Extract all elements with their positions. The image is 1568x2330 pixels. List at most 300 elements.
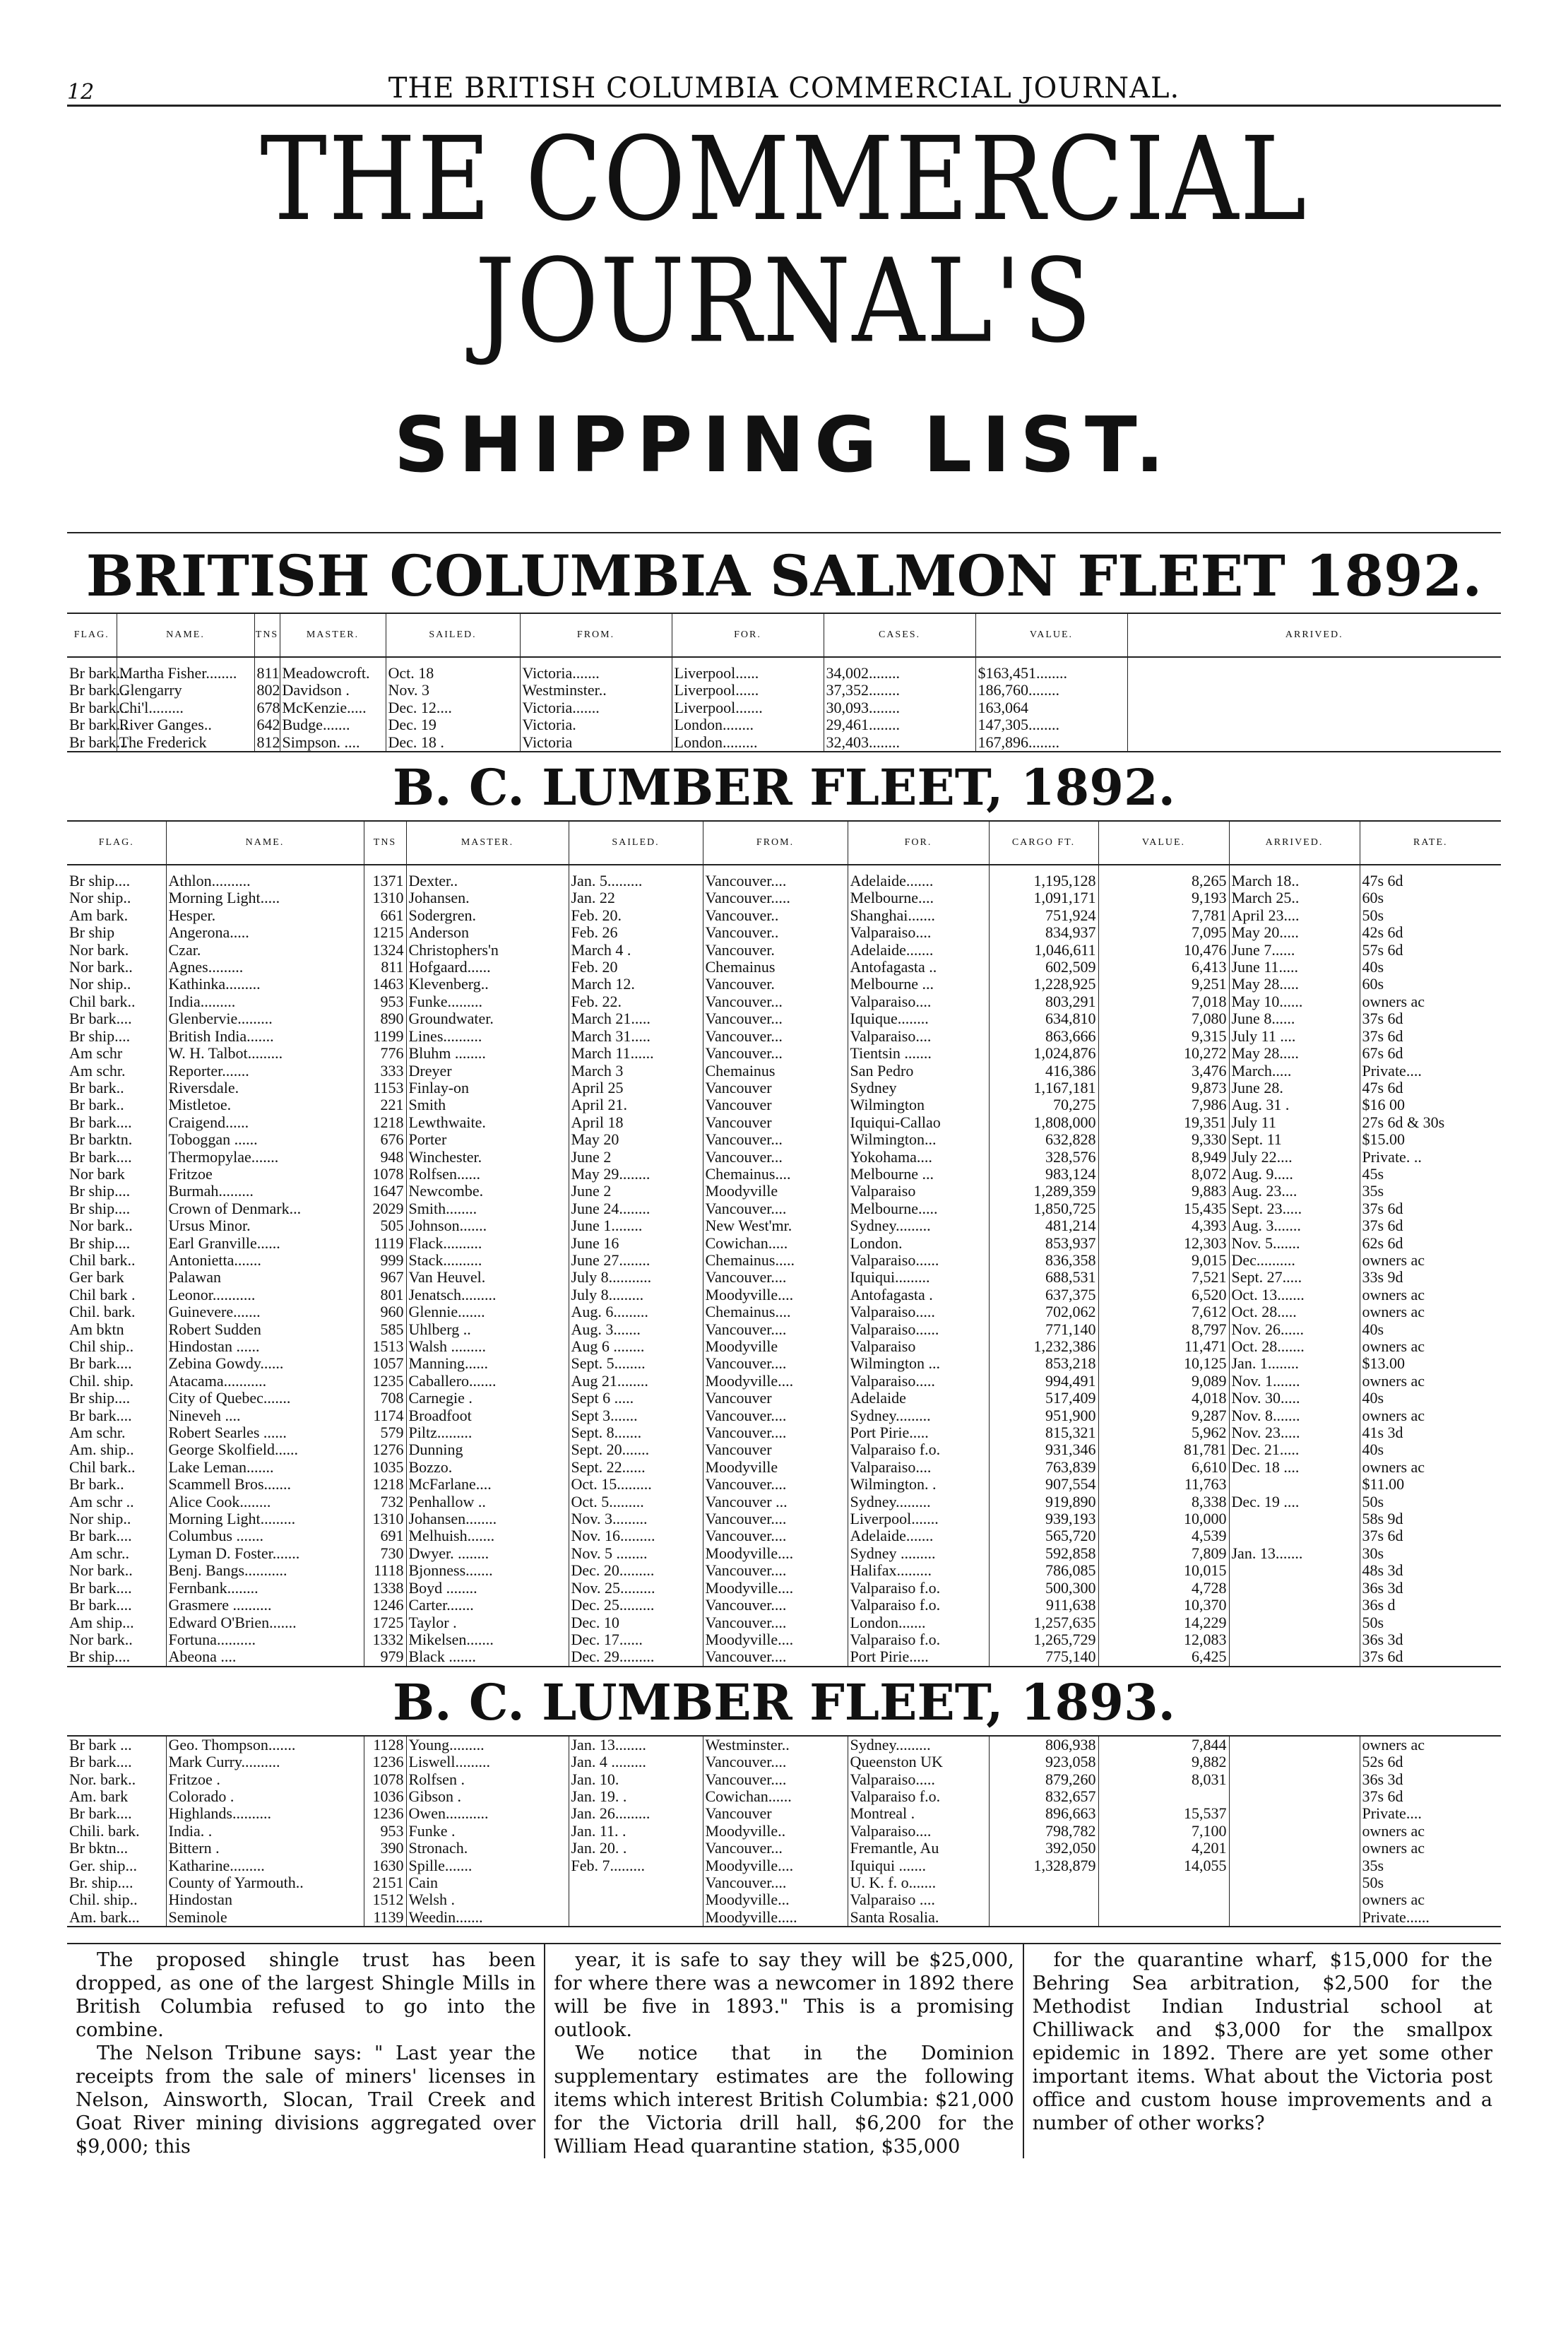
table-cell: 60s: [1362, 975, 1384, 993]
table-cell: 9,873: [1098, 1080, 1229, 1096]
table-cell: Private......: [1360, 1909, 1501, 1927]
table-cell: Vancouver: [703, 1390, 848, 1407]
main-title: THE COMMERCIAL JOURNAL'S: [260, 112, 1308, 369]
table-cell: 7,018: [1098, 993, 1229, 1010]
table-cell: Dec. 19: [386, 716, 520, 733]
table-cell: 37s 6d: [1362, 1199, 1403, 1217]
table-cell: Sodergren.: [406, 907, 569, 924]
table-cell: June 11.....: [1229, 959, 1360, 976]
table-cell: Valparaiso....: [848, 993, 989, 1010]
table-cell: 1128: [364, 1736, 406, 1754]
table-cell: 1338: [364, 1580, 406, 1597]
table-cell: 602,509: [989, 959, 1098, 976]
table-cell: Earl Granville......: [166, 1235, 364, 1252]
table-cell: Manning......: [406, 1355, 569, 1372]
table-row: [67, 1235, 1501, 1252]
table-row: [67, 1080, 1501, 1096]
table-row: [67, 1736, 1501, 1754]
table-cell: 999: [364, 1252, 406, 1269]
table-cell: Vancouver..: [703, 924, 848, 941]
table-cell: March 3: [569, 1063, 703, 1080]
table-cell: 7,095: [1098, 924, 1229, 941]
table-cell: [569, 1891, 703, 1908]
table-row: [67, 1494, 1501, 1510]
table-cell: Oct. 18: [386, 665, 520, 682]
table-cell: [569, 1909, 703, 1927]
table-cell: 1153: [364, 1080, 406, 1096]
table-cell: Dec. 12....: [386, 699, 520, 716]
table-cell: Sydney.........: [848, 1736, 989, 1754]
table-cell: Nov. 30.....: [1229, 1390, 1360, 1407]
table-cell: Br. ship....: [67, 1874, 166, 1891]
table-cell: 7,521: [1098, 1269, 1229, 1286]
table-cell: 36s 3d: [1362, 1630, 1403, 1648]
column-header: NAME.: [117, 613, 254, 657]
table-cell: 36s d: [1362, 1596, 1396, 1614]
table-cell: 1,046,611: [989, 942, 1098, 959]
table-cell: 50s: [1362, 906, 1384, 924]
table-cell: 10,125: [1098, 1355, 1229, 1372]
table-row: [67, 1390, 1501, 1407]
table-cell: Highlands..........: [166, 1805, 364, 1822]
table-cell: Glengarry: [117, 682, 254, 699]
table-row: [67, 1321, 1501, 1338]
table-cell: Vancouver.....: [703, 889, 848, 906]
table-cell: 70,275: [989, 1096, 1098, 1113]
table-cell: June 7......: [1229, 942, 1360, 959]
table-cell: [1229, 1527, 1360, 1544]
table-cell: Atacama...........: [166, 1373, 364, 1390]
table-cell: March 18..: [1229, 873, 1360, 889]
table-cell: Melbourne ...: [848, 1166, 989, 1183]
table-cell: U. K. f. o.......: [848, 1874, 989, 1891]
table-cell: Stronach.: [406, 1840, 569, 1857]
table-cell: March.....: [1229, 1063, 1360, 1080]
table-cell: Ger. ship...: [67, 1857, 166, 1874]
table-cell: 1310: [364, 1510, 406, 1527]
table-cell: London.......: [848, 1614, 989, 1631]
table-cell: 7,612: [1098, 1303, 1229, 1320]
table-cell: [1098, 1891, 1229, 1908]
table-cell: 48s 3d: [1362, 1561, 1403, 1580]
table-cell: Athlon..........: [166, 873, 364, 889]
table-cell: Nor bark..: [67, 959, 166, 976]
table-cell: 30s: [1362, 1544, 1384, 1562]
table-cell: Dec. 17......: [569, 1631, 703, 1648]
table-cell: Br ship....: [67, 873, 166, 889]
table-cell: Taylor .: [406, 1614, 569, 1631]
table-cell: 702,062: [989, 1303, 1098, 1320]
table-cell: Vancouver: [703, 1114, 848, 1131]
table-cell: 163,064: [975, 699, 1127, 716]
table-cell: Dec. 10: [569, 1614, 703, 1631]
article-paragraph: The proposed shingle trust has been dropped, as one of the largest Shingle Mills in British Columbia refused to go into the combine.: [76, 1949, 536, 2042]
table-cell: 1513: [364, 1338, 406, 1355]
table-cell: [1098, 1909, 1229, 1927]
table-cell: 1,232,386: [989, 1338, 1098, 1355]
table-cell: 2029: [364, 1200, 406, 1217]
table-cell: Agnes.........: [166, 959, 364, 976]
table-cell: July 22....: [1229, 1149, 1360, 1166]
table-row: [67, 1771, 1501, 1788]
table-cell: Nor bark.: [67, 942, 166, 959]
table-cell: Hindostan ......: [166, 1338, 364, 1355]
table-cell: 1035: [364, 1459, 406, 1476]
table-cell: 1218: [364, 1476, 406, 1493]
table-cell: [989, 1909, 1098, 1927]
table-cell: 52s 6d: [1362, 1753, 1403, 1771]
table-cell: Br bark...: [67, 716, 117, 733]
table-cell: 7,080: [1098, 1010, 1229, 1027]
table-cell: Nov. 16.........: [569, 1527, 703, 1544]
table-cell: 8,338: [1098, 1494, 1229, 1510]
table-row: [67, 959, 1501, 976]
table-cell: Liverpool.......: [672, 699, 824, 716]
table-cell: 7,986: [1098, 1096, 1229, 1113]
table-cell: 8,265: [1098, 873, 1229, 889]
table-cell: Shanghai.......: [848, 907, 989, 924]
table-cell: Johansen.: [406, 889, 569, 906]
table-cell: Dreyer: [406, 1063, 569, 1080]
table-cell: Groundwater.: [406, 1010, 569, 1027]
table-cell: Valparaiso.....: [848, 1303, 989, 1320]
table-cell: March 11......: [569, 1045, 703, 1062]
table-row: [67, 1823, 1501, 1840]
table-cell: 221: [364, 1096, 406, 1113]
table-cell: 500,300: [989, 1580, 1098, 1597]
table-cell: Am schr.: [67, 1424, 166, 1441]
table-row: [67, 1631, 1501, 1648]
column-header: RATE.: [1360, 821, 1501, 865]
table-cell: 328,576: [989, 1149, 1098, 1166]
table-cell: Ursus Minor.: [166, 1217, 364, 1234]
table-cell: Vancouver....: [703, 1771, 848, 1788]
table-cell: 10,015: [1098, 1562, 1229, 1579]
table-cell: 390: [364, 1840, 406, 1857]
table-cell: Jan. 13.......: [1229, 1545, 1360, 1562]
table-cell: 34,002........: [824, 665, 975, 682]
table-cell: Vancouver....: [703, 1424, 848, 1441]
table-cell: Br ship....: [67, 1235, 166, 1252]
article-paragraph: We notice that in the Dominion supplementary estimates are the following items which interest British Columbia: $21,000 for the Victoria drill hall, $6,200 for the William Head quarantine station, $35,000: [554, 2042, 1014, 2158]
table-cell: 923,058: [989, 1754, 1098, 1770]
table-cell: [1229, 1771, 1360, 1788]
table-cell: Vancouver...: [703, 993, 848, 1010]
table-cell: 62s 6d: [1362, 1234, 1403, 1252]
table-cell: Glennie.......: [406, 1303, 569, 1320]
table-cell: 37s 6d: [1362, 1787, 1403, 1805]
table-cell: 37s 6d: [1362, 1010, 1403, 1028]
table-cell: [1229, 1840, 1360, 1857]
table-cell: 8,031: [1098, 1771, 1229, 1788]
table-cell: Smith: [406, 1096, 569, 1113]
table-row: [67, 1355, 1501, 1372]
table-cell: Newcombe.: [406, 1183, 569, 1200]
table-cell: Vancouver...: [703, 1149, 848, 1166]
table-row: [67, 1788, 1501, 1805]
table-cell: 1218: [364, 1114, 406, 1131]
table-cell: Moodyville....: [703, 1287, 848, 1303]
table-cell: Sept. 22......: [569, 1459, 703, 1476]
table-cell: Private....: [1362, 1804, 1422, 1823]
table-cell: Smith........: [406, 1200, 569, 1217]
table-cell: Dec. 18 .: [386, 734, 520, 752]
column-header: ARRIVED.: [1127, 613, 1501, 657]
table-cell: May 20.....: [1229, 924, 1360, 941]
table-cell: 1236: [364, 1754, 406, 1770]
table-cell: Nineveh ....: [166, 1407, 364, 1424]
table-cell: Nov. 26......: [1229, 1321, 1360, 1338]
table-cell: Cain: [406, 1874, 569, 1891]
table-cell: 40s: [1362, 1441, 1384, 1459]
table-cell: [989, 1874, 1098, 1891]
table-cell: Iquiqui .......: [848, 1857, 989, 1874]
table-cell: 853,937: [989, 1235, 1098, 1252]
table-cell: Lines..........: [406, 1028, 569, 1045]
table-cell: Rolfsen......: [406, 1166, 569, 1183]
table-cell: 1,195,128: [989, 873, 1098, 889]
table-cell: 1119: [364, 1235, 406, 1252]
table-cell: Sept 3.......: [569, 1407, 703, 1424]
table-cell: May 10......: [1229, 993, 1360, 1010]
column-header: FROM.: [520, 613, 672, 657]
table-cell: Oct. 13.......: [1229, 1287, 1360, 1303]
table-cell: 911,638: [989, 1597, 1098, 1614]
table-cell: 1,328,879: [989, 1857, 1098, 1874]
table-cell: Am bktn: [67, 1321, 166, 1338]
table-cell: 9,330: [1098, 1131, 1229, 1148]
table-cell: 585: [364, 1321, 406, 1338]
table-cell: Valparaiso.....: [848, 1373, 989, 1390]
table-cell: Sydney.........: [848, 1494, 989, 1510]
table-cell: Moodyville....: [703, 1580, 848, 1597]
table-cell: 960: [364, 1303, 406, 1320]
table-cell: Br ship: [67, 924, 166, 941]
table-cell: London.........: [672, 734, 824, 752]
table-cell: [1229, 1648, 1360, 1666]
table-cell: May 28.....: [1229, 1045, 1360, 1062]
table-cell: Chil. ship..: [67, 1891, 166, 1908]
table-row: [67, 993, 1501, 1010]
table-cell: Jan. 13........: [569, 1736, 703, 1754]
salmon-fleet-table: [67, 613, 1501, 752]
table-row: [67, 942, 1501, 959]
table-row: [67, 907, 1501, 924]
table-cell: Vancouver....: [703, 1510, 848, 1527]
table-cell: 481,214: [989, 1217, 1098, 1234]
table-cell: Melbourne ...: [848, 976, 989, 993]
table-cell: Am schr.: [67, 1063, 166, 1080]
table-cell: Vancouver....: [703, 1597, 848, 1614]
article-columns: [67, 1943, 1501, 2158]
table-cell: Fritzoe .: [166, 1771, 364, 1788]
table-cell: Sydney .........: [848, 1545, 989, 1562]
table-cell: Aug. 31 .: [1229, 1096, 1360, 1113]
table-cell: Moodyville: [703, 1459, 848, 1476]
table-cell: 392,050: [989, 1840, 1098, 1857]
table-cell: Czar.: [166, 942, 364, 959]
table-cell: 890: [364, 1010, 406, 1027]
table-cell: 678: [254, 699, 280, 716]
table-row: [67, 1200, 1501, 1217]
table-cell: Feb. 26: [569, 924, 703, 941]
table-cell: June 1........: [569, 1217, 703, 1234]
table-cell: July 11 ....: [1229, 1028, 1360, 1045]
table-row: [67, 682, 1501, 699]
table-cell: Nor ship..: [67, 1510, 166, 1527]
table-cell: McKenzie.....: [280, 699, 386, 716]
table-cell: Valparaiso......: [848, 1252, 989, 1269]
table-cell: Ger bark: [67, 1269, 166, 1286]
table-cell: Nor bark..: [67, 1217, 166, 1234]
table-cell: Vancouver...: [703, 1045, 848, 1062]
table-cell: Vancouver....: [703, 1269, 848, 1286]
table-cell: Thermopylae.......: [166, 1149, 364, 1166]
table-cell: 35s: [1362, 1182, 1384, 1200]
table-cell: 836,358: [989, 1252, 1098, 1269]
table-cell: 939,193: [989, 1510, 1098, 1527]
table-cell: 10,370: [1098, 1597, 1229, 1614]
table-cell: 798,782: [989, 1823, 1098, 1840]
table-cell: owners ac: [1362, 1735, 1425, 1754]
table-cell: Vancouver....: [703, 1527, 848, 1544]
table-cell: Br bark....: [67, 1355, 166, 1372]
table-cell: Johnson.......: [406, 1217, 569, 1234]
table-cell: Valparaiso f.o.: [848, 1631, 989, 1648]
table-cell: June 24........: [569, 1200, 703, 1217]
table-cell: 979: [364, 1648, 406, 1666]
table-cell: Valparaiso....: [848, 924, 989, 941]
table-cell: Vancouver: [703, 1805, 848, 1822]
table-cell: May 20: [569, 1131, 703, 1148]
table-cell: 1235: [364, 1373, 406, 1390]
table-cell: 8,797: [1098, 1321, 1229, 1338]
table-cell: Chil. bark.: [67, 1303, 166, 1320]
table-cell: Piltz.........: [406, 1424, 569, 1441]
table-cell: Robert Sudden: [166, 1321, 364, 1338]
table-cell: 167,896........: [975, 734, 1127, 752]
table-cell: 1725: [364, 1614, 406, 1631]
table-cell: owners ac: [1362, 1285, 1425, 1303]
table-cell: Dec. 18 ....: [1229, 1459, 1360, 1476]
table-cell: 186,760........: [975, 682, 1127, 699]
table-row: [67, 1166, 1501, 1183]
table-cell: 642: [254, 716, 280, 733]
table-cell: Seminole: [166, 1909, 364, 1927]
table-cell: Valparaiso......: [848, 1321, 989, 1338]
table-cell: 815,321: [989, 1424, 1098, 1441]
table-cell: 732: [364, 1494, 406, 1510]
table-cell: Sept. 20.......: [569, 1441, 703, 1458]
table-cell: Benj. Bangs...........: [166, 1562, 364, 1579]
table-row: [67, 976, 1501, 993]
table-cell: 1174: [364, 1407, 406, 1424]
table-cell: 994,491: [989, 1373, 1098, 1390]
table-cell: Stack..........: [406, 1252, 569, 1269]
table-cell: 67s 6d: [1362, 1044, 1403, 1063]
table-cell: Valparaiso....: [848, 1028, 989, 1045]
table-cell: 803,291: [989, 993, 1098, 1010]
table-cell: Victoria.: [520, 716, 672, 733]
column-header: FLAG.: [67, 613, 117, 657]
table-cell: Adelaide.......: [848, 1527, 989, 1544]
table-cell: 1,228,925: [989, 976, 1098, 993]
table-row: [67, 1303, 1501, 1320]
table-cell: 676: [364, 1131, 406, 1148]
table-cell: 806,938: [989, 1736, 1098, 1754]
table-cell: 1371: [364, 873, 406, 889]
table-cell: Boyd ........: [406, 1580, 569, 1597]
column-header: SAILED.: [569, 821, 703, 865]
table-cell: Dec. 20.........: [569, 1562, 703, 1579]
table-cell: Sept. 23.....: [1229, 1200, 1360, 1217]
table-cell: [1127, 716, 1501, 733]
table-cell: 592,858: [989, 1545, 1098, 1562]
table-cell: Burmah.........: [166, 1183, 364, 1200]
article-column-1: [67, 1944, 545, 2158]
table-cell: Yokohama....: [848, 1149, 989, 1166]
table-row: [67, 1287, 1501, 1303]
article-paragraph: year, it is safe to say they will be $25,000, for where there was a newcomer in 1892 there will be five in 1893." This is a promising outlook.: [554, 1949, 1014, 2042]
table-cell: Cowichan......: [703, 1788, 848, 1805]
table-cell: Oct. 5.........: [569, 1494, 703, 1510]
table-cell: 776: [364, 1045, 406, 1062]
table-cell: 37s 6d: [1362, 1027, 1403, 1045]
table-cell: Liverpool.......: [848, 1510, 989, 1527]
table-cell: City of Quebec.......: [166, 1390, 364, 1407]
table-cell: 853,218: [989, 1355, 1098, 1372]
table-cell: Chili. bark.: [67, 1823, 166, 1840]
table-cell: Moodyville....: [703, 1545, 848, 1562]
table-cell: 2151: [364, 1874, 406, 1891]
table-cell: Vancouver....: [703, 1321, 848, 1338]
table-cell: Reporter.......: [166, 1063, 364, 1080]
table-cell: 786,085: [989, 1562, 1098, 1579]
table-cell: 147,305........: [975, 716, 1127, 733]
table-cell: 983,124: [989, 1166, 1098, 1183]
table-cell: Porter: [406, 1131, 569, 1148]
table-cell: Br bark...: [67, 682, 117, 699]
table-cell: Jan. 1........: [1229, 1355, 1360, 1372]
table-row: [67, 1648, 1501, 1666]
table-cell: Antonietta.......: [166, 1252, 364, 1269]
table-cell: Spille.......: [406, 1857, 569, 1874]
table-cell: 12,303: [1098, 1235, 1229, 1252]
table-cell: Martha Fisher........: [117, 665, 254, 682]
table-cell: Nor. bark..: [67, 1771, 166, 1788]
table-cell: July 11: [1229, 1114, 1360, 1131]
table-cell: Antofagasta ..: [848, 959, 989, 976]
table-row: [67, 1441, 1501, 1458]
table-cell: Dec. 19 ....: [1229, 1494, 1360, 1510]
table-cell: [1229, 1562, 1360, 1579]
table-cell: Welsh .: [406, 1891, 569, 1908]
table-cell: Br ship....: [67, 1028, 166, 1045]
table-cell: Riversdale.: [166, 1080, 364, 1096]
table-cell: Sydney: [848, 1080, 989, 1096]
table-cell: 1276: [364, 1441, 406, 1458]
table-cell: 15,537: [1098, 1805, 1229, 1822]
table-cell: Vancouver....: [703, 873, 848, 889]
table-cell: Private. ..: [1362, 1147, 1422, 1166]
table-cell: 50s: [1362, 1613, 1384, 1631]
divider: [67, 532, 1501, 533]
table-cell: Jan. 4 .........: [569, 1754, 703, 1770]
table-cell: Vancouver ...: [703, 1494, 848, 1510]
column-header: VALUE.: [1098, 821, 1229, 865]
table-cell: Moodyville: [703, 1338, 848, 1355]
table-cell: Grasmere ..........: [166, 1597, 364, 1614]
